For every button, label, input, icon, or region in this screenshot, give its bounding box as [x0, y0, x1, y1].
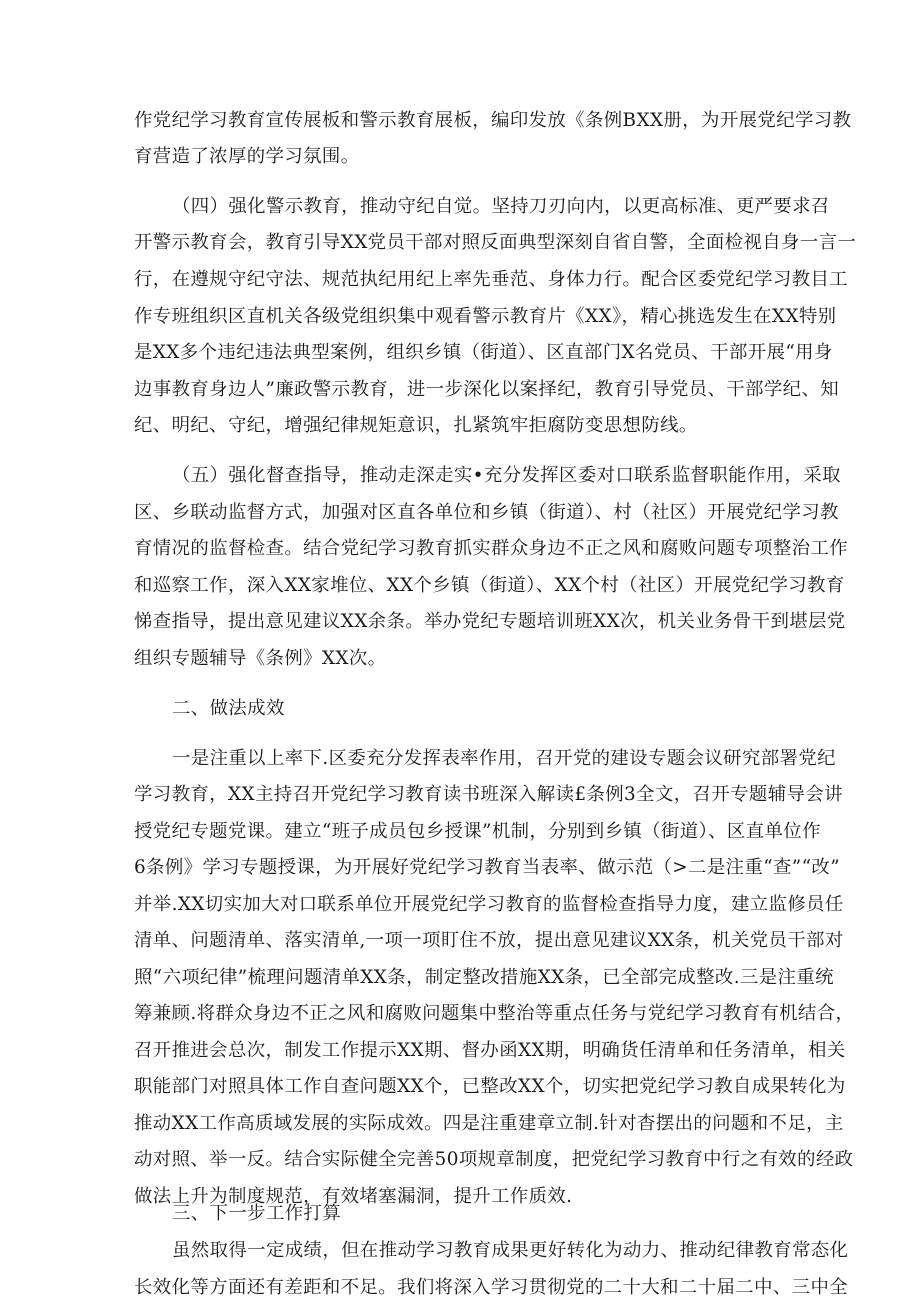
body-text-line: 是XX多个违纪违法典型案例，组织乡镇（街道）、区直部门X名党员、干部开展“用身 [134, 342, 833, 363]
body-text-line: （五）强化督查指导，推动走深走实•充分发挥区委对口联系监督职能作用，采取 [172, 465, 841, 486]
body-text-line: 筹兼顾.将群众身边不正之风和腐败问题集中整治等重点任务与党纪学习教育有机结合， [134, 1003, 855, 1024]
body-text-line: 推动XX工作高质域发展的实际成效。四是注重建章立制.针对杳摆出的问题和不足，主 [134, 1113, 844, 1134]
body-text-line: 育情况的监督检查。结合党纪学习教育抓实群众身边不正之风和腐败问题专项整治工作 [134, 538, 849, 559]
body-text-line: 6条例》学习专题授课，为开展好党纪学习教育当表率、做示范（>二是注重“查”“改” [134, 857, 840, 878]
body-text-line: 学习教育，XX主持召开党纪学习教育读书班深入解读£条例3全文，召开专题辅导会讲 [134, 784, 843, 805]
body-text-line: 开警示教育会，教育引导XX党员干部对照反面典型深刻自省自警，全面检视自身一言一 [134, 232, 857, 253]
body-text-line: 育营造了浓厚的学习氛围。 [134, 146, 360, 167]
section-heading: 三、下一步工作打算 [172, 1203, 342, 1224]
body-text-line: 做法上升为制度规范，有效堵塞漏洞，提升工作质效. [134, 1186, 573, 1207]
body-text-line: 组织专题辅导《条例》XX次。 [134, 648, 387, 669]
body-text-line: 职能部门对照具体工作自查问题XX个，已整改XX个，切实把党纪学习教自成果转化为 [134, 1076, 846, 1097]
body-text-line: 召开推进会总次，制发工作提示XX期、督办函XX期，明确货任清单和任务清单，相关 [134, 1040, 846, 1061]
body-text-line: 区、乡联动监督方式，加强对区直各单位和乡镇（街道）、村（社区）开展党纪学习教 [134, 502, 839, 523]
body-text-line: 动对照、举一反。结合实际健全完善50项规章制度，把党纪学习教育中行之有效的经政 [134, 1149, 854, 1170]
body-text-line: 照“六项纪律”梳理问题清单XX条，制定整改措施XX条，已全部完成整改.三是注重统 [134, 967, 834, 988]
body-text-line: 纪、明纪、守纪，增强纪律规矩意识，扎紧筑牢拒腐防变思想防线。 [134, 415, 698, 436]
body-text-line: 悌查指导，提出意见建议XX余条。举办党纪专题培训班XX次，机关业务骨干到堪层党 [134, 611, 846, 632]
section-heading: 二、做法成效 [172, 698, 285, 719]
body-text-line: 长效化等方面还有差距和不足。我们将深入学习贯彻党的二十大和二十届二中、三中全 [134, 1277, 849, 1298]
body-text-line: 授党纪专题党课。建立“班子成员包乡授课”机制，分别到乡镇（街道）、区直单位作 [134, 821, 821, 842]
body-text-line: 作党纪学习教育宣传展板和警示教育展板，编印发放《条例BXX册，为开展党纪学习教 [134, 110, 852, 131]
body-text-line: 和巡察工作，深入XX家堆位、XX个乡镇（街道）、XX个村（社区）开展党纪学习教育 [134, 575, 845, 596]
body-text-line: 一是注重以上率下.区委充分发挥表率作用，召开党的建设专题会议研究部署党纪 [172, 748, 836, 769]
body-text-line: 虽然取得一定成绩，但在推动学习教育成果更好转化为动力、推动纪律教育常态化 [172, 1240, 849, 1261]
body-text-line: 行，在遵规守纪守法、规范执纪用纪上率先垂范、身体力行。配合区委党纪学习教目工 [134, 269, 849, 290]
body-text-line: 边事教育身边人”廉政警示教育，进一步深化以案择纪，教育引导党员、干部学纪、知 [134, 379, 840, 400]
body-text-line: 并举.XX切实加大对口联系单位开展党纪学习教育的监督检查指导力度，建立监修员任 [134, 894, 844, 915]
body-text-line: 清单、问题清单、落实清单,一项一项盯住不放，提出意见建议XX条，机关党员干部对 [134, 930, 844, 951]
body-text-line: 作专班组织区直机关各级党组织集中观看警示教育片《XX》，精心挑选发生在XX特别 [134, 306, 837, 327]
body-text-line: （四）强化警示教育，推动守纪自觉。坚持刀刃向内，以更高标准、更严要求召 [172, 196, 830, 217]
